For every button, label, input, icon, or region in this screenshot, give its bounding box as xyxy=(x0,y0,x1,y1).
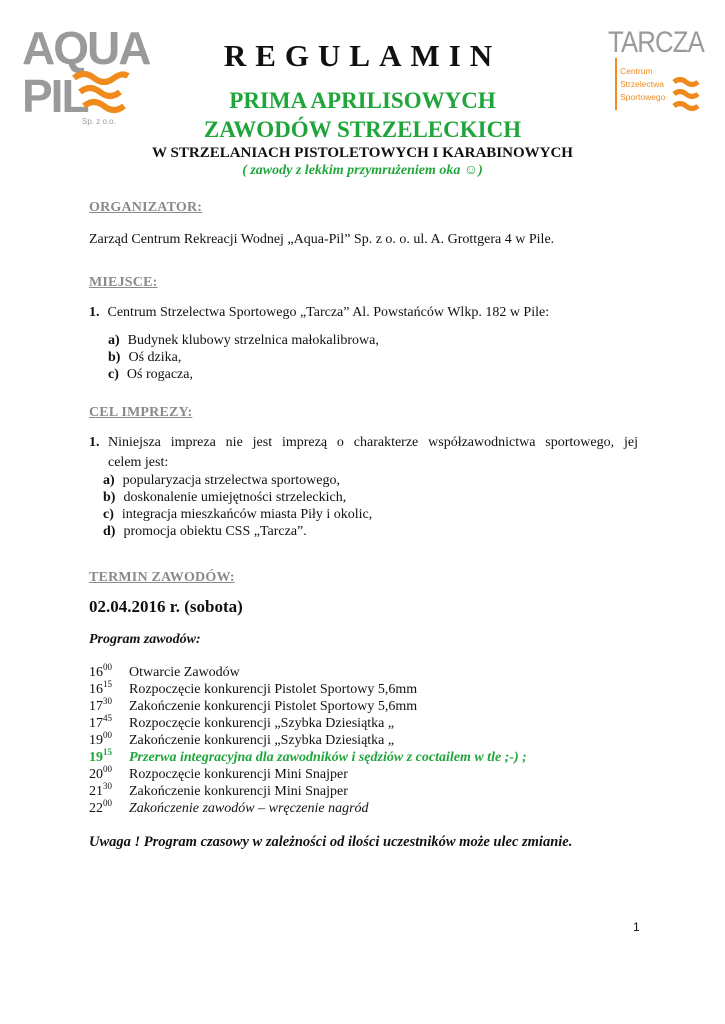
program-time: $19^{00}$ xyxy=(89,730,112,748)
place-item-number: 1. xyxy=(89,305,100,320)
goal-subitem-text: integracja mieszkańców miasta Piły i okolic, xyxy=(121,507,373,522)
goal-subitem xyxy=(103,490,346,506)
program-time: $17^{30}$ xyxy=(89,696,112,714)
logo-pil-text: PIL xyxy=(22,70,88,122)
subtitle-prima: PRIMA APRILISOWYCH xyxy=(229,88,496,113)
place-subitem xyxy=(108,367,193,383)
place-heading: MIEJSCE: xyxy=(89,275,158,290)
place-subitem-text: Budynek klubowy strzelnica małokalibrowa, xyxy=(127,333,379,348)
subtitle-zawody: ZAWODÓW STRZELECKICH xyxy=(203,117,522,142)
program-time: $16^{15}$ xyxy=(89,679,112,697)
program-time: $20^{00}$ xyxy=(89,764,112,782)
place-subitem-text: Oś rogacza, xyxy=(126,367,193,382)
program-text: Zakończenie konkurencji „Szybka Dziesiątka „ xyxy=(129,733,395,748)
goal-item-line2: celem jest: xyxy=(108,455,169,470)
place-subitem xyxy=(108,350,181,366)
place-subitem-letter: a) xyxy=(108,333,120,348)
program-label: Program zawodów: xyxy=(89,632,201,647)
goal-heading: CEL IMPREZY: xyxy=(89,405,193,420)
goal-item-number: 1. xyxy=(89,435,100,450)
program-text: Zakończenie zawodów – wręczenie nagród xyxy=(129,801,369,816)
organizer-heading: ORGANIZATOR: xyxy=(89,200,203,215)
goal-subitem-letter: a) xyxy=(103,473,115,488)
place-subitem-text: Oś dzika, xyxy=(128,350,182,365)
goal-subitem xyxy=(103,507,372,523)
page-number: 1 xyxy=(633,920,640,934)
goal-item-line1: Niniejsza impreza nie jest imprezą o charakterze współzawodnictwa sportowego, jej xyxy=(108,435,638,450)
program-row xyxy=(89,798,369,817)
goal-subitem-letter: c) xyxy=(103,507,114,522)
place-subitem-letter: b) xyxy=(108,350,121,365)
event-date: 02.04.2016 r. (sobota) xyxy=(89,597,243,616)
logo-aqua-text: AQUA xyxy=(22,22,150,74)
document-title: REGULAMIN xyxy=(223,38,502,73)
program-text: Otwarcie Zawodów xyxy=(129,665,240,680)
program-time: $22^{00}$ xyxy=(89,798,112,816)
logo-company-text: Sp. z o.o. xyxy=(82,117,116,126)
logo-tarcza-line2: Strzelectwa xyxy=(620,79,664,89)
program-time: $21^{30}$ xyxy=(89,781,112,799)
logo-tarcza-line1: Centrum xyxy=(620,66,653,76)
place-subitem xyxy=(108,333,379,349)
schedule-note: Uwaga ! Program czasowy w zależności od ilości uczestników może ulec zmianie. xyxy=(89,834,573,850)
program-text: Przerwa integracyjna dla zawodników i sędziów z coctailem w tle ;-) ; xyxy=(129,750,527,765)
subtitle-tagline: ( zawody z lekkim przymrużeniem oka ☺) xyxy=(242,163,483,178)
program-time: $19^{15}$ xyxy=(89,747,112,765)
logo-tarcza-line3: Sportowego xyxy=(620,92,666,102)
place-subitem-letter: c) xyxy=(108,367,119,382)
goal-subitem-letter: b) xyxy=(103,490,116,505)
goal-subitem-text: promocja obiektu CSS „Tarcza”. xyxy=(123,524,307,539)
program-text: Zakończenie konkurencji Mini Snajper xyxy=(129,784,348,799)
goal-subitem xyxy=(103,524,307,540)
subtitle-strzelania: W STRZELANIACH PISTOLETOWYCH I KARABINOWYCH xyxy=(152,145,573,161)
organizer-text: Zarząd Centrum Rekreacji Wodnej „Aqua-Pil” Sp. z o. o. ul. A. Grottgera 4 w Pile. xyxy=(89,232,555,247)
logo-tarcza-name: TARCZA xyxy=(608,26,705,59)
program-text: Zakończenie konkurencji Pistolet Sportowy 5,6mm xyxy=(129,699,418,714)
goal-subitem-text: popularyzacja strzelectwa sportowego, xyxy=(122,473,340,488)
program-text: Rozpoczęcie konkurencji Pistolet Sportowy 5,6mm xyxy=(129,682,418,697)
program-text: Rozpoczęcie konkurencji „Szybka Dziesiątka „ xyxy=(129,716,395,731)
goal-subitem-text: doskonalenie umiejętności strzeleckich, xyxy=(123,490,347,505)
goal-subitem xyxy=(103,473,340,489)
program-text: Rozpoczęcie konkurencji Mini Snajper xyxy=(129,767,348,782)
program-time: $17^{45}$ xyxy=(89,713,112,731)
place-item xyxy=(89,305,549,321)
place-item-text: Centrum Strzelectwa Sportowego „Tarcza” Al. Powstańców Wlkp. 182 w Pile: xyxy=(107,305,550,320)
term-heading: TERMIN ZAWODÓW: xyxy=(89,570,235,585)
program-time: $16^{00}$ xyxy=(89,662,112,680)
goal-subitem-letter: d) xyxy=(103,524,116,539)
